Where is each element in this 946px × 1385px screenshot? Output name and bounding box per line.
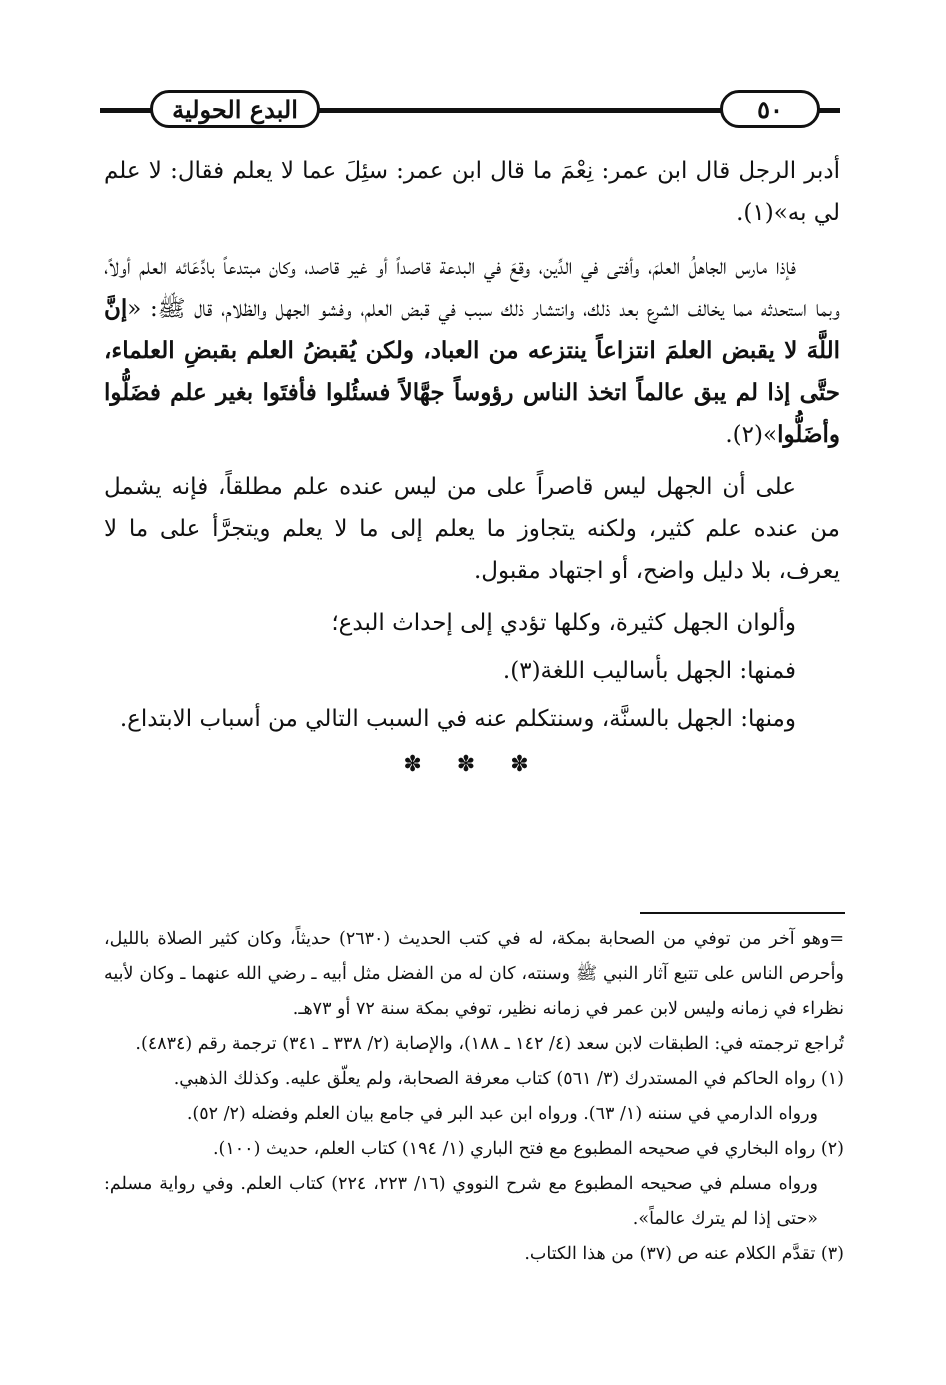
paragraph-4: وألوان الجهل كثيرة، وكلها تؤدي إلى إحداث البدع؛ [331,610,796,636]
paragraph-1: أدبر الرجل قال ابن عمر: نِعْمَ ما قال ابن عمر: سئِلَ عما لا يعلم فقال: لا علم لي به»(١). [104,158,840,226]
paragraph-6: ومنها: الجهل بالسنَّة، وسنتكلم عنه في السبب التالي من أسباب الابتداع. [119,706,796,732]
running-title: البدع الحولية [150,90,320,128]
footnote-rule [640,912,845,914]
main-text [104,150,840,746]
page-number: ٥٠ [720,90,820,128]
footnote-3: (٣) تقدَّم الكلام عنه ص (٣٧) من هذا الكتاب. [524,1244,844,1264]
page-header [100,88,840,132]
footnote-2: (٢) رواه البخاري في صحيحه المطبوع مع فتح الباري (١/ ١٩٤) كتاب العلم، حديث (١٠٠). [212,1139,844,1159]
footnotes [104,922,844,1272]
footnote-continuation-2: تُراجع ترجمته في: الطبقات لابن سعد (٤/ ١٤٢ ـ ١٨٨)، والإصابة (٢/ ٣٣٨ ـ ٣٤١) ترجمة رقم (٤٨٣٤). [135,1034,844,1054]
footnote-1-line-2: ورواه الدارمي في سننه (١/ ٦٣). ورواه ابن عبد البر في جامع بيان العلم وفضله (٢/ ٥٢). [186,1104,818,1124]
paragraph-2-end: »(٢). [725,422,778,448]
footnote-2-line-2: ورواه مسلم في صحيحه المطبوع مع شرح النووي (١٦/ ٢٢٣، ٢٢٤) كتاب العلم. وفي رواية مسلم: «حتى إذا لم يترك عالماً». [104,1174,818,1229]
section-separator: ✽ ✽ ✽ [403,752,543,777]
footnote-1: (١) رواه الحاكم في المستدرك (٣/ ٥٦١) كتاب معرفة الصحابة، ولم يعلّق عليه. وكذلك الذهبي. [173,1069,844,1089]
paragraph-2 [104,246,840,456]
footnote-continuation-1: =وهو آخر من توفي من الصحابة بمكة، له في كتب الحديث (٢٦٣٠) حديثاً، وكان كثير الصلاة بالليل، وأحرص الناس على تتبع آثار النبي ﷺ وسنته، كان له من الفضل مثل أبيه ـ رضي الله عنهما ـ وكان لأبيه نظراء في زمانه وليس لابن عمر في زمانه نظير، توفي بمكة سنة ٧٢ أو ٧٣هـ. [104,929,844,1019]
hadith-quote: إنَّ اللَّهَ لا يقبض العلمَ انتزاعاً ينتزعه من العباد، ولكن يُقبضُ العلم بقبضِ العلماء، حتَّى إذا لم يبق عالماً اتخذ الناس رؤوساً جهَّالاً فسئُلوا فأفتَوا بغير علم فضَلُّوا وأضَلُّوا [104,295,840,448]
paragraph-3: على أن الجهل ليس قاصراً على من ليس عنده علم مطلقاً، فإنه يشمل من عنده علم كثير، ولكنه يتجاوز ما يعلم إلى ما لا يعلم ويتجرَّأ على ما لا يعرف، بلا دليل واضح، أو اجتهاد مقبول. [104,474,840,584]
paragraph-5: فمنها: الجهل بأساليب اللغة(٣). [502,658,796,684]
paragraph-2-text: فإذا مارس الجاهلُ العلمَ، وأفتى في الدِّين، وقعَ في البدعة قاصداً أو غير قاصد، وكان مبتدعاً بادِّعَائه العلم أولاً، وبما استحدثه مما يخالف الشرع بعد ذلك، وانتشار ذلك سبب في قبض العلم، وفشو الجهل والظلام، قال ﷺ: « [104,254,840,322]
